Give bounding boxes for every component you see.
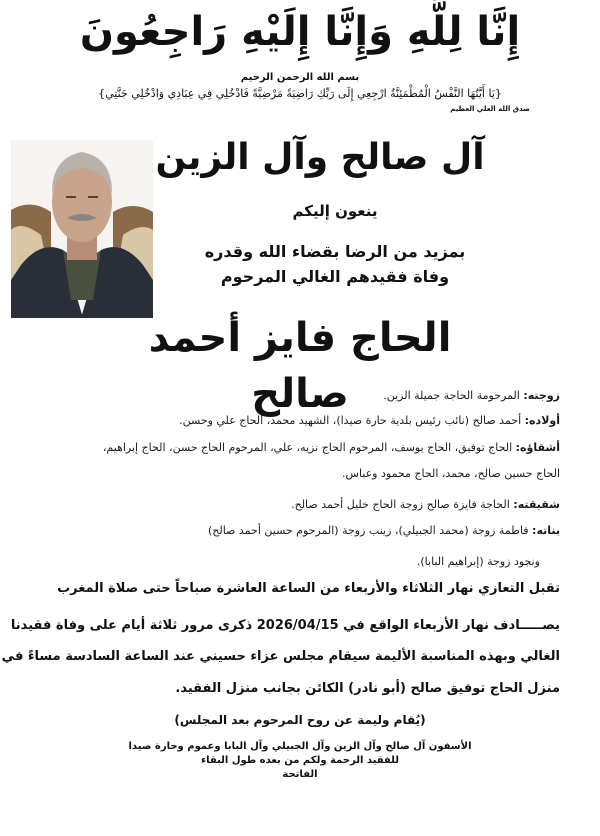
deceased-name: الحاج فايز أحمد صالح <box>148 315 452 417</box>
mourn-line: ينعون إليكم <box>292 202 378 220</box>
portrait-image <box>11 140 153 318</box>
verse-title: إِنَّا لِلَّهِ وَإِنَّا إِلَيْهِ رَاجِعُونَ <box>79 9 521 55</box>
relative-brothers-continued: الحاج حسين صالح، محمد، الحاج محمود وعباس. <box>342 467 560 480</box>
relative-text: فاطمة زوجة (محمد الجبيلي)، زينب زوجة (المرحوم حسين أحمد صالح) <box>207 524 533 537</box>
deceased-photo <box>11 140 153 318</box>
prayer-line: للفقيد الرحمة ولكم من بعده طول البقاء <box>201 755 399 766</box>
quran-verse: {يَا أَيَّتُهَا النَّفْسُ الْمُطْمَئِنَّةُ ارْجِعِي إِلَى رَبِّكِ رَاضِيَةً مَرْضِيَّةً فَادْخُلِي فِي عِبَادِي وَادْخُلِي جَنَّتِي} <box>98 87 502 100</box>
relative-daughters <box>208 524 560 538</box>
majlis-line: الغالي وبهذه المناسبة الأليمة سيقام مجلس عزاء حسيني عند الساعة السادسة مساءً في <box>1 649 560 664</box>
walima-note: (يُقام وليمة عن روح المرحوم بعد المجلس) <box>174 713 426 727</box>
mourners-line: الأسفون آل صالح وآل الزين وآل الجبيلي وآل البابا وعموم وحارة صيدا <box>128 741 472 752</box>
relative-text: أحمد صالح (نائب رئيس بلدية حارة صيدا)، الشهيد محمد، الحاج علي وحسن. <box>179 414 525 427</box>
memorial-date-line: يصـــــادف نهار الأربعاء الواقع في 2026/04/15 ذكرى مرور ثلاثة أيام على وفاة فقيدنا <box>10 618 560 633</box>
relative-text: الحاج توفيق، الحاج يوسف، المرحوم الحاج نزيه، علي، المرحوم الحاج حسن، الحاج إبراهيم، <box>102 441 516 454</box>
announcement-block <box>160 200 510 290</box>
condolence-times: تقبل التعازي نهار الثلاثاء والأربعاء من الساعة العاشرة صباحاً حتى صلاة المغرب <box>57 581 560 596</box>
relative-label: زوجته: <box>523 389 560 402</box>
families-heading: آل صالح وآل الزين <box>155 137 485 178</box>
relative-wife <box>383 389 560 403</box>
relative-text: الحاجة فايزة صالح زوجة الحاج خليل أحمد صالح. <box>291 498 514 511</box>
location-line: منزل الحاج توفيق صالح (أبو نادر) الكائن بجانب منزل الفقيد. <box>175 681 560 696</box>
acceptance-line: بمزيد من الرضا بقضاء الله وقدره <box>204 242 466 261</box>
relative-label: أشقاؤه: <box>515 441 560 454</box>
relative-daughters-continued: ونجود زوجة (إبراهيم البابا). <box>416 555 540 568</box>
bismillah: بسم الله الرحمن الرحيم <box>240 72 360 83</box>
relative-sister <box>291 498 560 512</box>
relative-label: أولاده: <box>524 414 560 427</box>
relative-label: شقيقته: <box>513 498 560 511</box>
relative-brothers <box>103 441 560 455</box>
fatiha-line: الفاتحة <box>282 769 318 780</box>
death-line: وفاة فقيدهم الغالي المرحوم <box>220 267 450 286</box>
relative-sons <box>179 414 560 428</box>
relative-text: المرحومة الحاجة جميلة الزين. <box>383 389 524 402</box>
sadaq-allah: صدق الله العلي العظيم <box>450 105 530 113</box>
relative-label: بناته: <box>532 524 560 537</box>
